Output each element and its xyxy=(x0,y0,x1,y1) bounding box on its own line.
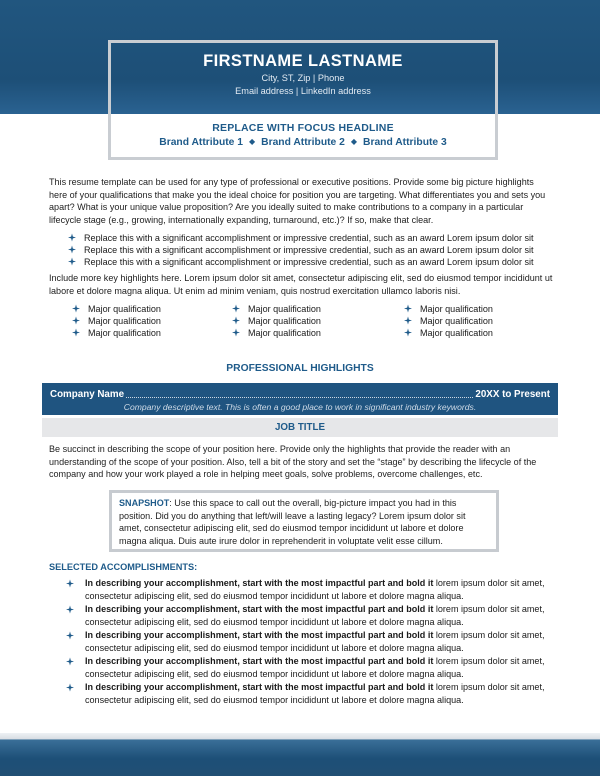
accomplishment-detail: lorem ipsum dolor sit amet, consectetur adipiscing elit, sed do eiusmod tempor incididunt ut labore et dolore magna aliqua. xyxy=(85,656,545,679)
qualification-text: Major qualification xyxy=(420,316,493,326)
employment-dates: 20XX to Present xyxy=(475,389,550,400)
four-point-star-icon xyxy=(68,233,76,241)
accomplishment-lead: In describing your accomplishment, start with the most impactful part and bold it xyxy=(85,578,434,588)
four-point-star-icon xyxy=(232,328,240,336)
location-phone: City, ST, Zip | Phone xyxy=(261,73,345,83)
qualification-text: Major qualification xyxy=(88,304,161,314)
company-name: Company Name xyxy=(50,389,125,400)
email-linkedin: Email address | LinkedIn address xyxy=(235,86,371,96)
summary-paragraph: This resume template can be used for any type of professional or executive positions. Provide some big picture highlights here of your qualifications that make you the ideal choice for position you are targeting. What differentiates you and sets you apart? What is your unique value proposition? Are you ideally suited to make contributions to a company in a particular lifecycle stage (e.g., growing, internationally expanding, turnaround, etc.)? If so, make that clear. xyxy=(49,177,546,225)
accomplishment-lead: In describing your accomplishment, start with the most impactful part and bold it xyxy=(85,682,434,692)
qualification-column xyxy=(404,303,554,339)
company-header xyxy=(42,383,558,415)
qualification-item xyxy=(232,327,382,339)
more-highlights-paragraph: Include more key highlights here. Lorem ipsum dolor sit amet, consectetur adipiscing elit, sed do eiusmod tempor incididunt ut labore et dolore magna aliqua. Ut enim ad minim veniam, quis nostrud exercitation ullamco laboris nisi. xyxy=(49,273,553,296)
list-item xyxy=(66,603,556,629)
section-title-professional: PROFESSIONAL HIGHLIGHTS xyxy=(226,363,374,374)
list-item xyxy=(66,629,556,655)
four-point-star-icon xyxy=(66,683,74,691)
snapshot-text xyxy=(119,497,489,547)
list-item-text: Replace this with a significant accomplishment or impressive credential, such as an award Lorem ipsum dolor sit xyxy=(84,233,534,243)
accomplishment-detail: lorem ipsum dolor sit amet, consectetur adipiscing elit, sed do eiusmod tempor incididunt ut labore et dolore magna aliqua. xyxy=(85,604,545,627)
accomplishment-lead: In describing your accomplishment, start with the most impactful part and bold it xyxy=(85,630,434,640)
qualification-text: Major qualification xyxy=(248,304,321,314)
list-item xyxy=(66,655,556,681)
four-point-star-icon xyxy=(232,304,240,312)
snapshot-box xyxy=(109,490,499,552)
brand-attributes xyxy=(111,137,495,148)
four-point-star-icon xyxy=(66,579,74,587)
qualification-text: Major qualification xyxy=(248,328,321,338)
four-point-star-icon xyxy=(66,631,74,639)
qualification-text: Major qualification xyxy=(248,316,321,326)
accomplishment-detail: lorem ipsum dolor sit amet, consectetur adipiscing elit, sed do eiusmod tempor incididunt ut labore et dolore magna aliqua. xyxy=(85,630,545,653)
qualification-item xyxy=(72,327,222,339)
company-line xyxy=(50,388,550,401)
company-description: Company descriptive text. This is often a good place to work in significant industry keywords. xyxy=(123,402,477,412)
four-point-star-icon xyxy=(404,316,412,324)
list-item xyxy=(68,244,558,256)
qualification-text: Major qualification xyxy=(88,328,161,338)
list-item xyxy=(66,681,556,707)
accomplishment-detail: lorem ipsum dolor sit amet, consectetur adipiscing elit, sed do eiusmod tempor incididunt ut labore et dolore magna aliqua. xyxy=(85,682,545,705)
qualification-item xyxy=(404,303,554,315)
qualification-item xyxy=(232,315,382,327)
footer-band xyxy=(0,733,600,776)
four-point-star-icon xyxy=(404,304,412,312)
snapshot-label: SNAPSHOT xyxy=(119,498,170,508)
qualification-item xyxy=(72,303,222,315)
diamond-icon: ◆ xyxy=(248,137,256,146)
four-point-star-icon xyxy=(68,257,76,265)
highlight-list xyxy=(68,232,558,268)
qualification-item xyxy=(232,303,382,315)
four-point-star-icon xyxy=(66,605,74,613)
qualification-item xyxy=(404,315,554,327)
four-point-star-icon xyxy=(404,328,412,336)
four-point-star-icon xyxy=(66,657,74,665)
accomplishment-detail: lorem ipsum dolor sit amet, consectetur adipiscing elit, sed do eiusmod tempor incididunt ut labore et dolore magna aliqua. xyxy=(85,578,545,601)
qualification-text: Major qualification xyxy=(88,316,161,326)
list-item xyxy=(68,232,558,244)
accomplishment-lead: In describing your accomplishment, start with the most impactful part and bold it xyxy=(85,656,434,666)
candidate-name: FIRSTNAME LASTNAME xyxy=(203,52,403,70)
snapshot-body: : Use this space to call out the overall, big-picture impact you had in this position. Did you do anything that left/will leave a lasting legacy? Lorem ipsum dolor sit amet, consectetur adipiscing elit, sed do eiusmod tempor incididunt ut labore et dolore magna aliqua. Duis aute irure dolor in reprehenderit in voluptate velit esse cillum. xyxy=(119,498,466,546)
brand-attribute: Brand Attribute 1 xyxy=(159,137,243,148)
scope-paragraph: Be succinct in describing the scope of your position here. Provide only the highlights that provide the reader with an understanding of the scope of your position. Also, tell a bit of the story and set the “stage” by describing the lifecycle of the company and how your work played a role in helping meet goals, solve problems, overcome challenges, etc. xyxy=(49,444,537,480)
brand-attribute: Brand Attribute 2 xyxy=(261,137,345,148)
focus-headline: REPLACE WITH FOCUS HEADLINE xyxy=(212,122,394,134)
qualification-column xyxy=(72,303,222,339)
list-item xyxy=(68,256,558,268)
four-point-star-icon xyxy=(68,245,76,253)
four-point-star-icon xyxy=(72,328,80,336)
four-point-star-icon xyxy=(232,316,240,324)
header-block xyxy=(111,43,495,157)
dotted-leader xyxy=(126,396,473,398)
selected-accomplishments-title: SELECTED ACCOMPLISHMENTS: xyxy=(49,562,198,572)
list-item-text: Replace this with a significant accomplishment or impressive credential, such as an award Lorem ipsum dolor sit xyxy=(84,245,534,255)
accomplishment-list xyxy=(66,577,556,707)
qualification-item xyxy=(72,315,222,327)
accomplishment-lead: In describing your accomplishment, start with the most impactful part and bold it xyxy=(85,604,434,614)
job-title: JOB TITLE xyxy=(42,418,558,437)
qualification-text: Major qualification xyxy=(420,328,493,338)
list-item-text: Replace this with a significant accomplishment or impressive credential, such as an award Lorem ipsum dolor sit xyxy=(84,257,534,267)
qualification-column xyxy=(232,303,382,339)
four-point-star-icon xyxy=(72,304,80,312)
qualification-item xyxy=(404,327,554,339)
diamond-icon: ◆ xyxy=(350,137,358,146)
four-point-star-icon xyxy=(72,316,80,324)
brand-attribute: Brand Attribute 3 xyxy=(363,137,447,148)
list-item xyxy=(66,577,556,603)
qualification-text: Major qualification xyxy=(420,304,493,314)
